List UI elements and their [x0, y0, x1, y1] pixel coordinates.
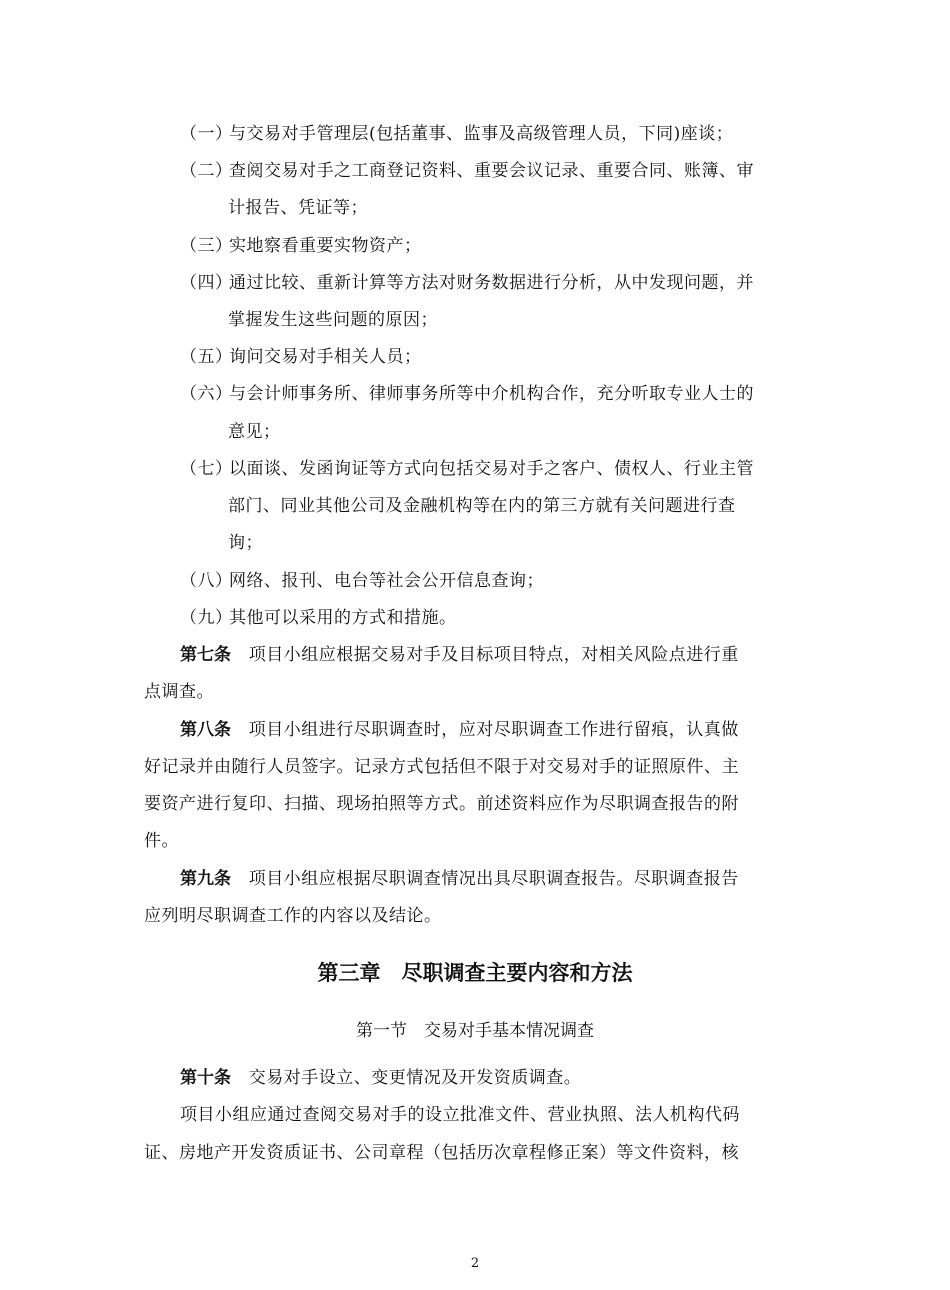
article-text: 交易对手设立、变更情况及开发资质调查。	[248, 1068, 582, 1088]
article-text: 项目小组应根据交易对手及目标项目特点，对相关风险点进行重	[248, 645, 739, 665]
list-number: （九）	[180, 608, 233, 628]
section-heading: 第一节 交易对手基本情况调查	[356, 1021, 594, 1041]
list-text-continuation: 意见；	[228, 422, 281, 442]
article-paragraph	[180, 869, 739, 889]
list-item	[180, 124, 733, 144]
list-item	[180, 384, 754, 404]
body-paragraph: 项目小组应通过查阅交易对手的设立批准文件、营业执照、法人机构代码	[180, 1105, 740, 1125]
list-text-continuation: 计报告、凭证等；	[228, 198, 368, 218]
list-item	[180, 236, 422, 256]
list-text-continuation: 询；	[228, 533, 263, 553]
list-number: （四）	[180, 273, 233, 293]
article-text-continuation: 应列明尽职调查工作的内容以及结论。	[144, 906, 442, 926]
article-text-continuation: 件。	[144, 831, 179, 851]
list-text: 查阅交易对手之工商登记资料、重要会议记录、重要合同、账簿、审	[229, 161, 754, 181]
list-text: 网络、报刊、电台等社会公开信息查询；	[229, 571, 544, 591]
article-text-continuation: 好记录并由随行人员签字。记录方式包括但不限于对交易对手的证照原件、主	[144, 757, 739, 777]
list-item	[180, 347, 422, 367]
chapter-heading: 第三章 尽职调查主要内容和方法	[317, 961, 633, 985]
list-text: 以面谈、发函询证等方式向包括交易对手之客户、债权人、行业主管	[229, 459, 754, 479]
list-number: （八）	[180, 571, 233, 591]
article-paragraph	[180, 645, 739, 665]
list-number: （六）	[180, 384, 233, 404]
list-text-continuation: 掌握发生这些问题的原因；	[228, 310, 438, 330]
list-item	[180, 459, 754, 479]
list-item	[180, 273, 754, 293]
list-item	[180, 161, 754, 181]
list-text: 实地察看重要实物资产；	[229, 236, 422, 256]
article-label: 第八条	[180, 720, 231, 740]
article-text-continuation: 要资产进行复印、扫描、现场拍照等方式。前述资料应作为尽职调查报告的附	[144, 794, 739, 814]
list-number: （二）	[180, 161, 233, 181]
article-label: 第九条	[180, 869, 231, 889]
list-text: 其他可以采用的方式和措施。	[229, 608, 457, 628]
list-text: 与交易对手管理层(包括董事、监事及高级管理人员，下同)座谈；	[229, 124, 734, 144]
article-paragraph	[180, 1068, 581, 1088]
article-paragraph	[180, 720, 739, 740]
body-paragraph-continuation: 证、房地产开发资质证书、公司章程（包括历次章程修正案）等文件资料，核	[144, 1143, 739, 1163]
list-number: （三）	[180, 236, 233, 256]
list-item	[180, 571, 544, 591]
article-text: 项目小组应根据尽职调查情况出具尽职调查报告。尽职调查报告	[248, 869, 739, 889]
list-number: （五）	[180, 347, 233, 367]
article-text-continuation: 点调查。	[144, 682, 214, 702]
article-label: 第十条	[180, 1068, 231, 1088]
list-number: （七）	[180, 459, 233, 479]
list-item	[180, 608, 457, 628]
list-text: 通过比较、重新计算等方法对财务数据进行分析，从中发现问题，并	[229, 273, 754, 293]
article-text: 项目小组进行尽职调查时，应对尽职调查工作进行留痕，认真做	[248, 720, 739, 740]
page-number: 2	[470, 1256, 480, 1271]
list-text-continuation: 部门、同业其他公司及金融机构等在内的第三方就有关问题进行查	[228, 496, 736, 516]
list-number: （一）	[180, 124, 233, 144]
list-text: 询问交易对手相关人员；	[229, 347, 422, 367]
list-text: 与会计师事务所、律师事务所等中介机构合作，充分听取专业人士的	[229, 384, 754, 404]
article-label: 第七条	[180, 645, 231, 665]
